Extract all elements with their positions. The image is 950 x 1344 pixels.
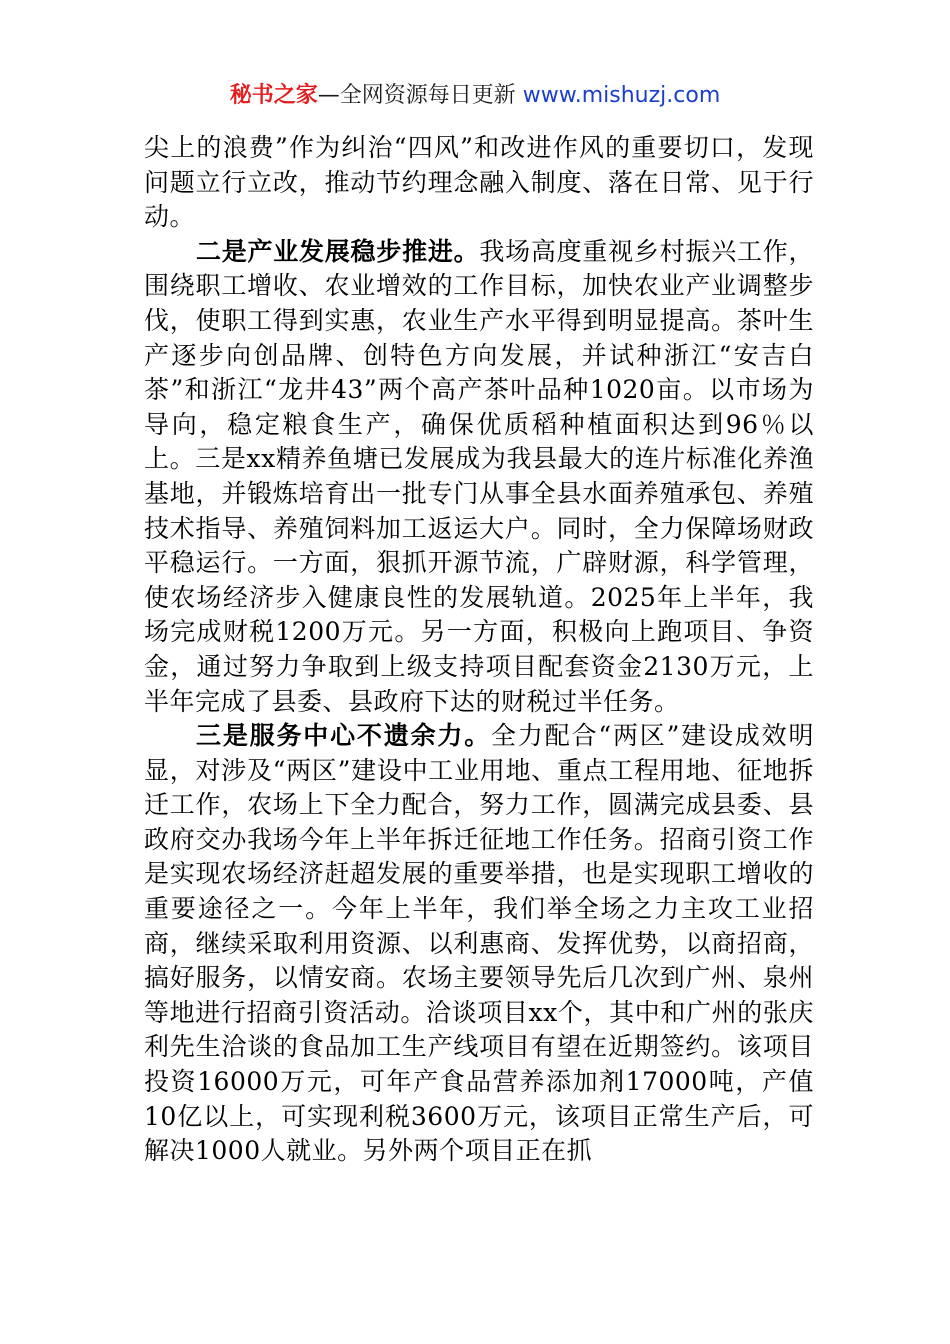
- paragraph-continuation: [144, 131, 814, 235]
- site-header: [0, 80, 950, 112]
- paragraph-text: 尖上的浪费”作为纠治“四风”和改进作风的重要切口，发现问题立行立改，推动节约理念融入制度、落在日常、见于行动。: [144, 133, 814, 232]
- paragraph-industry-development: [144, 235, 814, 719]
- site-url-link[interactable]: www.mishuzj.com: [522, 83, 721, 108]
- paragraph-text: 我场高度重视乡村振兴工作，围绕职工增收、农业增效的工作目标，加快农业产业调整步伐，使职工得到实惠，农业生产水平得到明显提高。茶叶生产逐步向创品牌、创特色方向发展，并试种浙江“安吉白茶”和浙江“龙井43”两个高产茶叶品种1020亩。以市场为导向，稳定粮食生产，确保优质稻种植面积达到96％以上。三是xx精养鱼塘已发展成为我县最大的连片标准化养渔基地，并锻炼培育出一批专门从事全县水面养殖承包、养殖技术指导、养殖饲料加工返运大户。同时，全力保障场财政平稳运行。一方面，狠抓开源节流，广辟财源，科学管理，使农场经济步入健康良性的发展轨道。2025年上半年，我场完成财税1200万元。另一方面，积极向上跑项目、争资金，通过努力争取到上级支持项目配套资金2130万元，上半年完成了县委、县政府下达的财税过半任务。: [144, 236, 814, 716]
- paragraph-lead-heading: 三是服务中心不遗余力。: [196, 721, 492, 751]
- header-tagline: —全网资源每日更新: [317, 83, 523, 108]
- paragraph-service-center: [144, 719, 814, 1169]
- brand-name: 秘书之家: [229, 83, 318, 108]
- document-body: [144, 131, 814, 1169]
- paragraph-text: 全力配合“两区”建设成效明显，对涉及“两区”建设中工业用地、重点工程用地、征地拆迁工作，农场上下全力配合，努力工作，圆满完成县委、县政府交办我场今年上半年拆迁征地工作任务。招商引资工作是实现农场经济赶超发展的重要举措，也是实现职工增收的重要途径之一。今年上半年，我们举全场之力主攻工业招商，继续采取利用资源、以利惠商、发挥优势，以商招商，搞好服务，以情安商。农场主要领导先后几次到广州、泉州等地进行招商引资活动。洽谈项目xx个，其中和广州的张庆利先生洽谈的食品加工生产线项目有望在近期签约。该项目投资16000万元，可年产食品营养添加剂17000吨，产值10亿以上，可实现利税3600万元，该项目正常生产后，可解决1000人就业。另外两个项目正在抓: [144, 721, 814, 1166]
- paragraph-lead-heading: 二是产业发展稳步推进。: [196, 236, 480, 266]
